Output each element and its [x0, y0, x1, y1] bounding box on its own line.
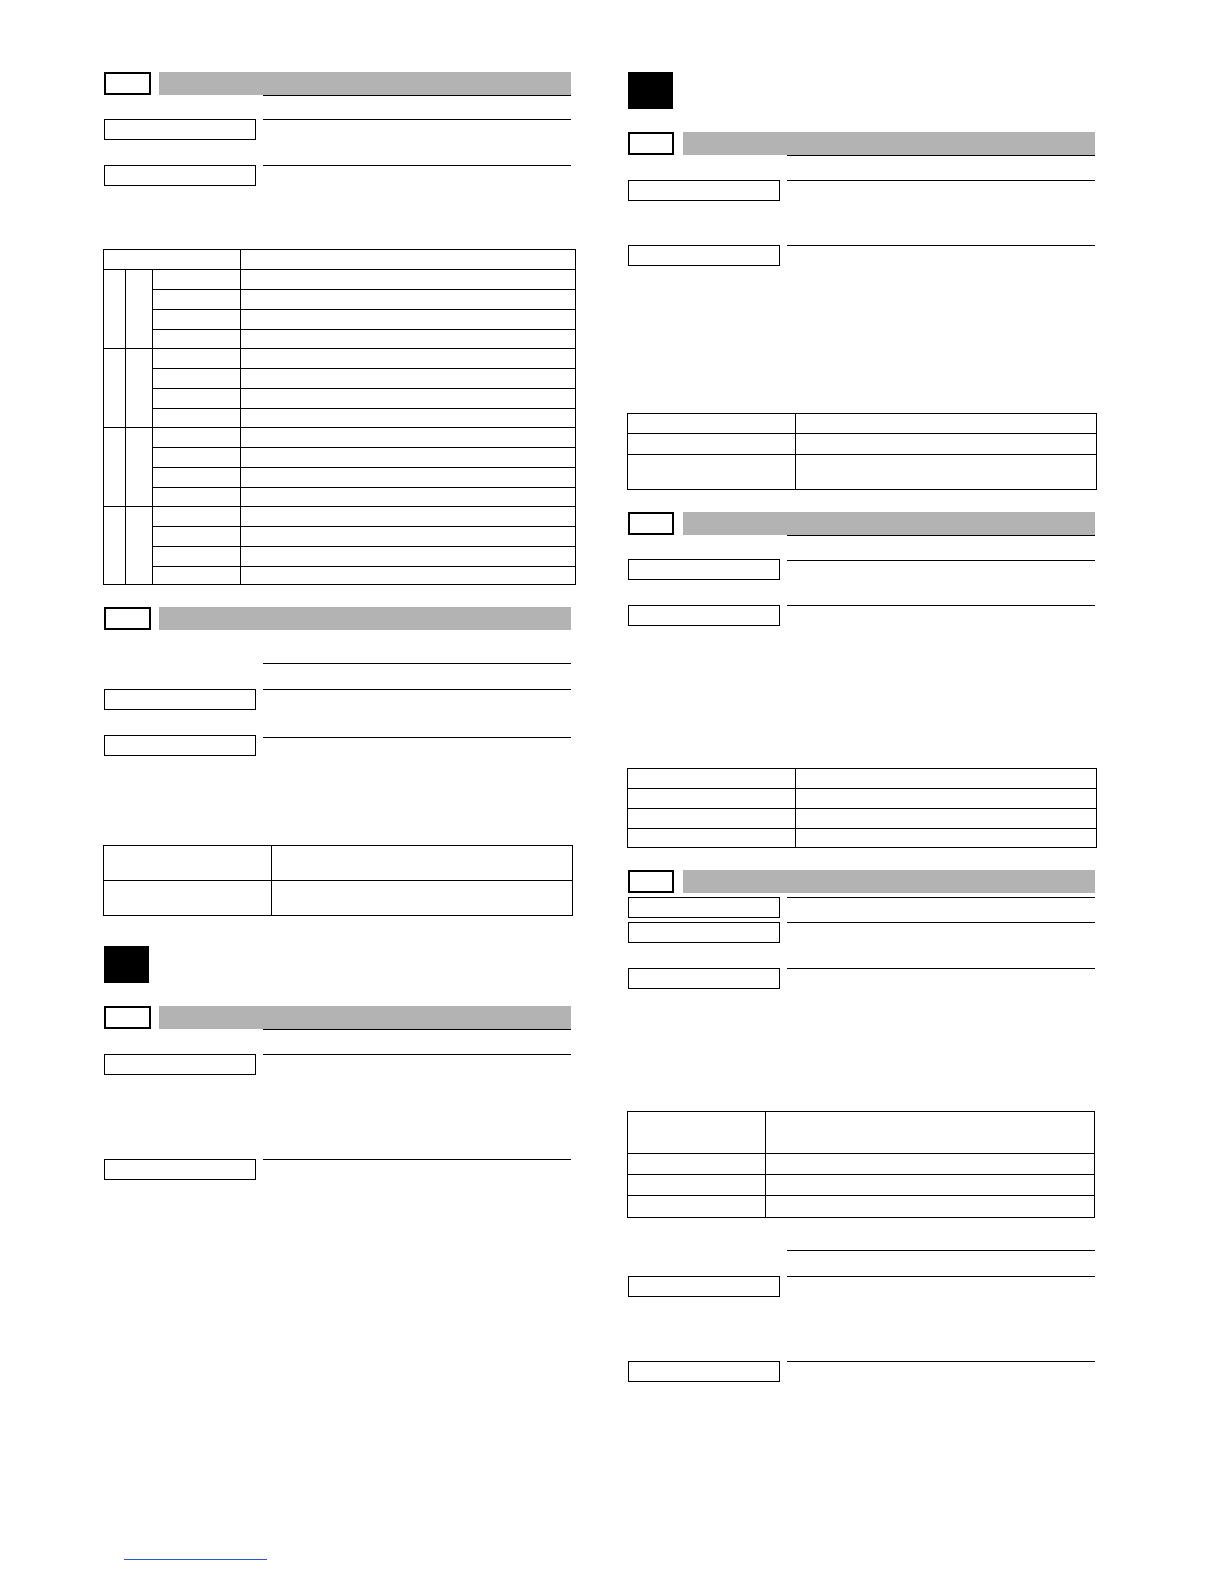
chapter-marker — [104, 946, 149, 983]
rule — [787, 922, 1095, 923]
field-label-box — [628, 897, 780, 918]
rule — [787, 245, 1095, 246]
section-code-box — [104, 607, 151, 630]
rule — [787, 897, 1095, 898]
field-label-box — [104, 165, 256, 186]
rule — [263, 1029, 571, 1030]
section-code-box — [628, 870, 674, 893]
section-title-bar — [683, 870, 1095, 893]
field-label-box — [104, 1159, 256, 1180]
footer-link[interactable] — [124, 1559, 267, 1560]
section-title-bar — [683, 512, 1095, 535]
rule — [263, 1159, 571, 1160]
field-label-box — [628, 559, 780, 580]
rule — [263, 165, 571, 166]
section-title-bar — [159, 1006, 571, 1029]
rule — [263, 737, 571, 738]
section-title-bar — [683, 132, 1095, 155]
rule — [787, 605, 1095, 606]
field-label-box — [628, 1276, 780, 1297]
rule — [787, 1250, 1095, 1251]
field-label-box — [628, 1361, 780, 1382]
section-code-box — [628, 512, 674, 535]
rule — [263, 663, 571, 664]
section-code-box — [104, 72, 151, 95]
rule — [263, 95, 571, 96]
field-label-box — [104, 119, 256, 140]
field-label-box — [104, 689, 256, 710]
field-label-box — [104, 1054, 256, 1075]
section-title-bar — [159, 607, 571, 630]
field-label-box — [104, 735, 256, 756]
field-label-box — [628, 922, 780, 943]
rule — [787, 560, 1095, 561]
rule — [787, 1276, 1095, 1277]
field-label-box — [628, 180, 780, 201]
section-code-box — [104, 1006, 151, 1029]
field-label-box — [628, 968, 780, 989]
rule — [263, 119, 571, 120]
rule — [787, 535, 1095, 536]
field-label-box — [628, 245, 780, 266]
rule — [263, 689, 571, 690]
rule — [263, 1054, 571, 1055]
field-label-box — [628, 605, 780, 626]
section-code-box — [628, 132, 674, 155]
chapter-marker — [628, 72, 673, 109]
rule — [787, 968, 1095, 969]
section-title-bar — [159, 72, 571, 95]
rule — [787, 1361, 1095, 1362]
rule — [787, 180, 1095, 181]
rule — [787, 155, 1095, 156]
